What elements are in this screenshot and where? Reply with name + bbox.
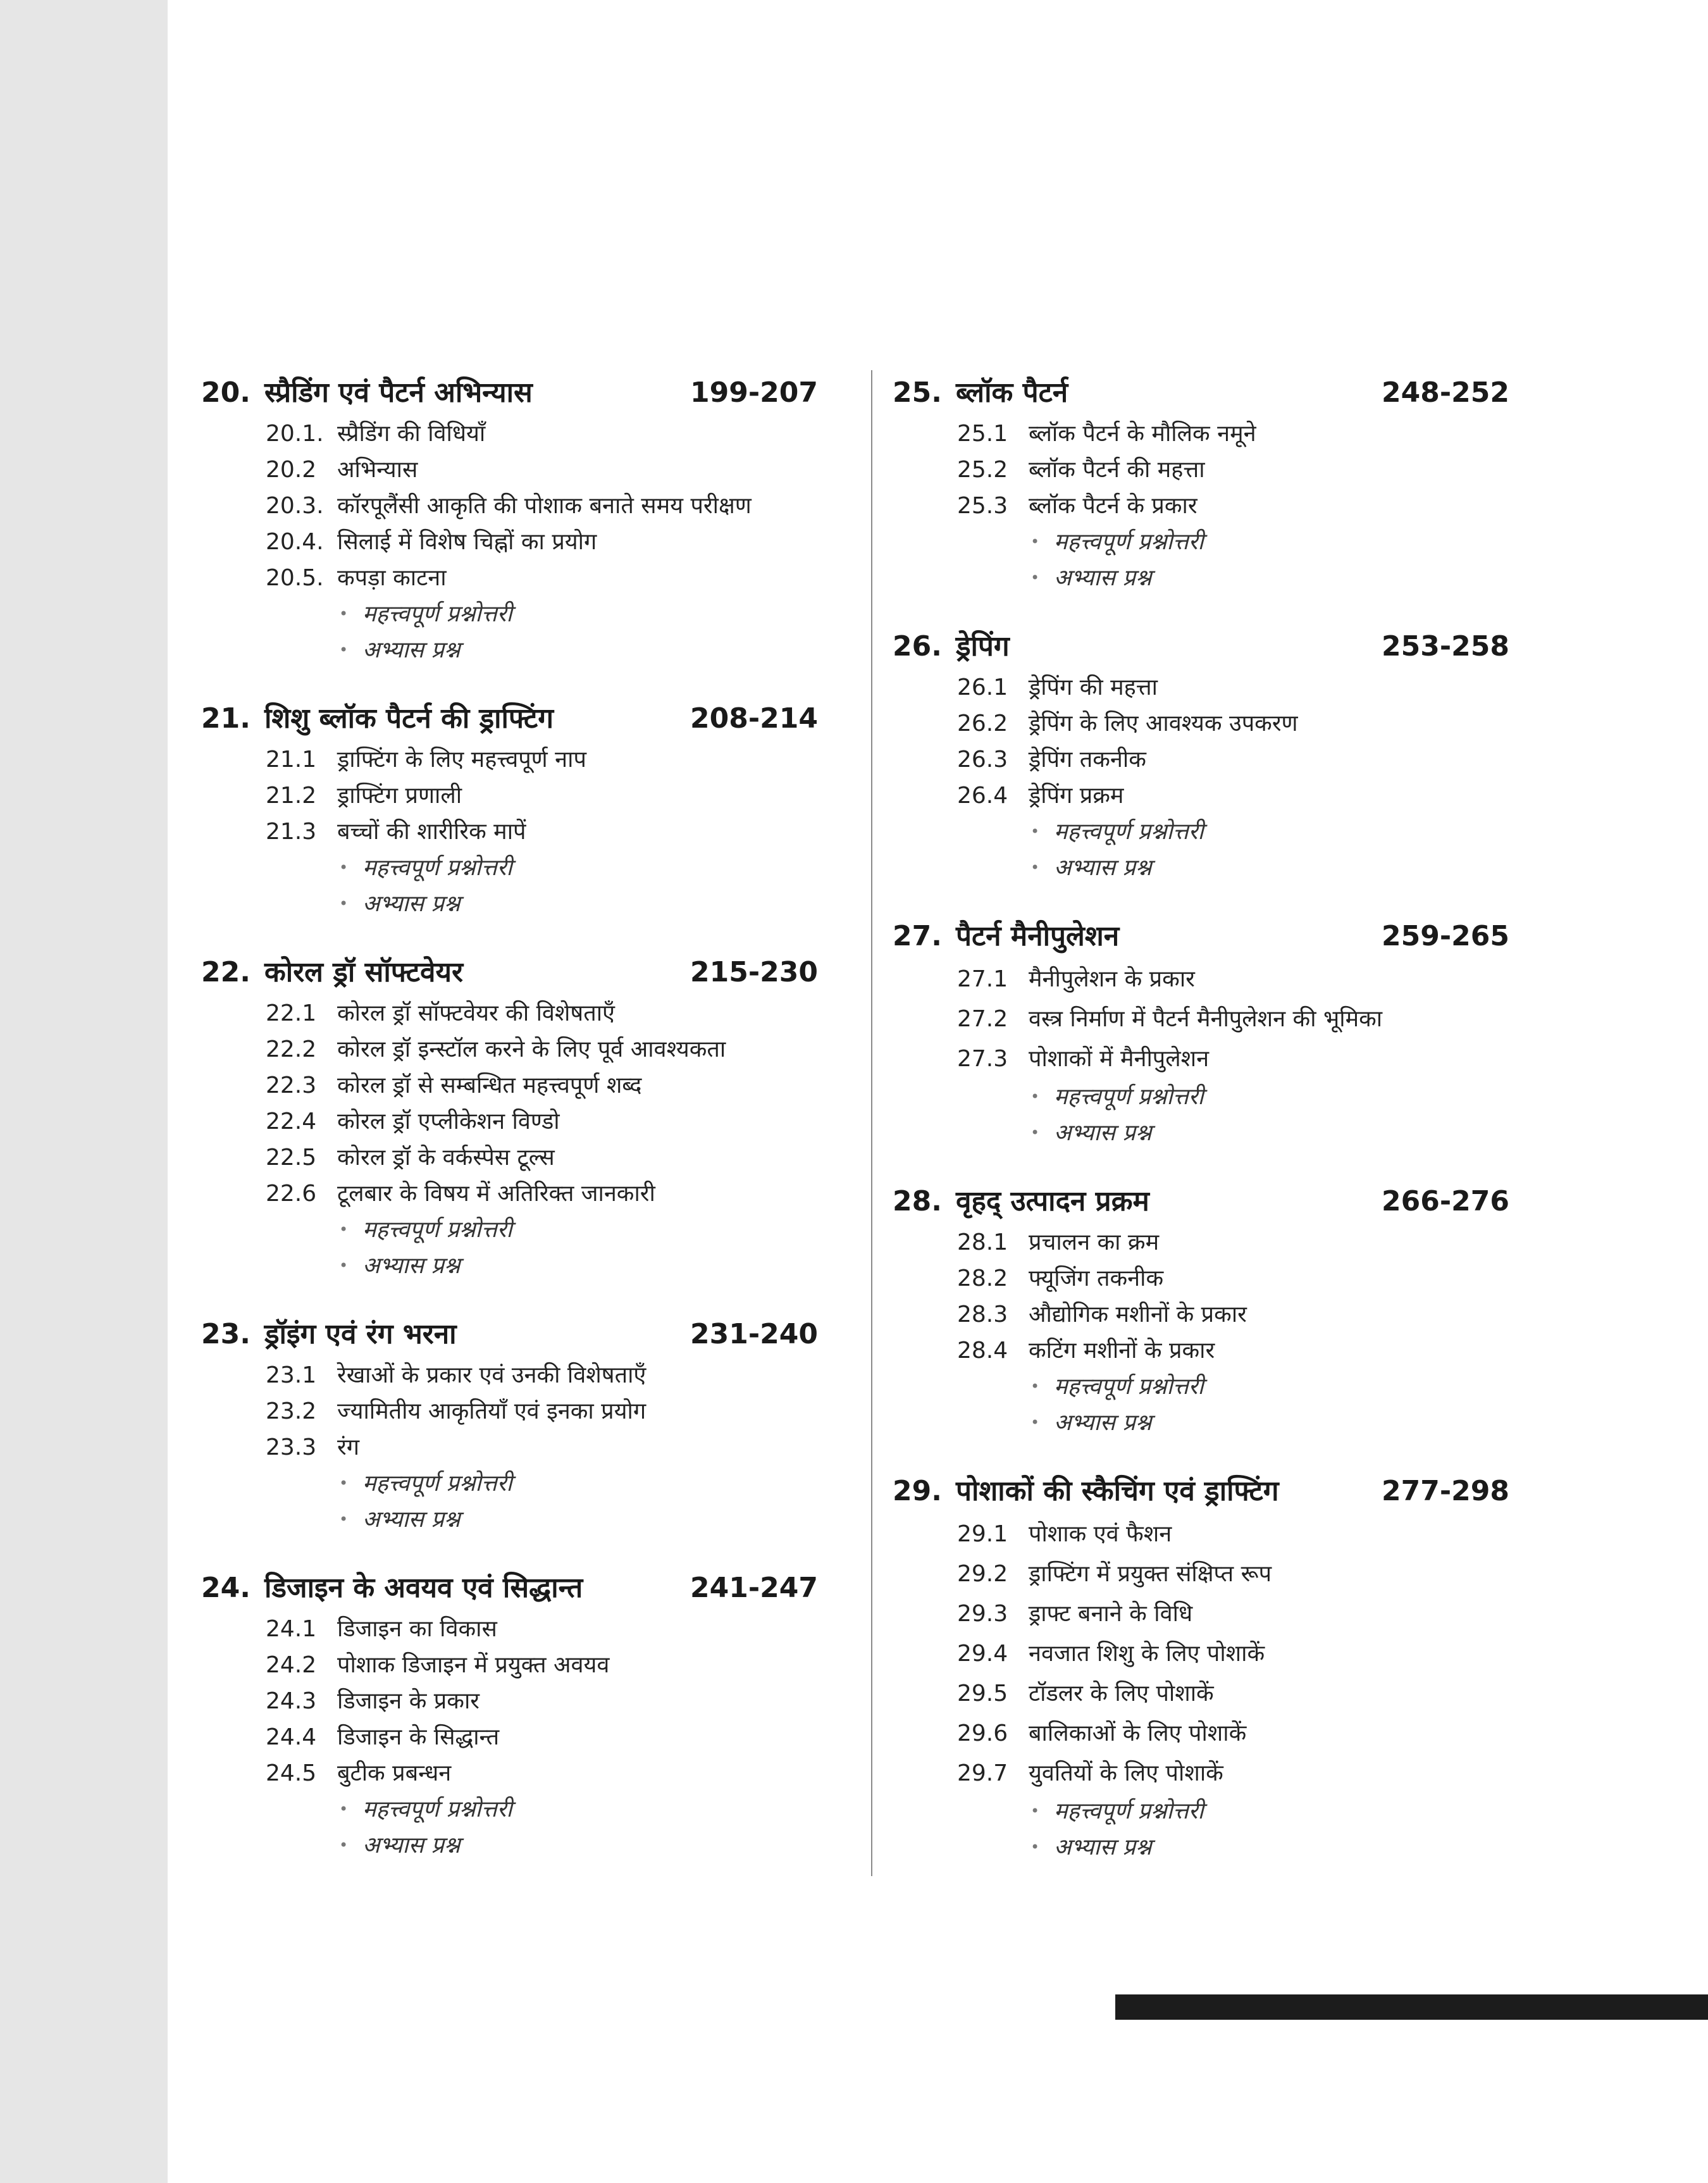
section-number: 23.1	[266, 1362, 317, 1388]
section-number: 24.3	[266, 1688, 317, 1714]
extra-label: अभ्यास प्रश्न	[1054, 1834, 1152, 1860]
section-title: कटिंग मशीनों के प्रकार	[1029, 1338, 1215, 1364]
bullet-icon: •	[1030, 1124, 1040, 1141]
chapter-title: पोशाकों की स्कैचिंग एवं ड्राफ्टिंग	[956, 1475, 1279, 1507]
section-list	[893, 1514, 1509, 1793]
extra-list	[201, 1791, 818, 1863]
section-number: 22.5	[266, 1145, 317, 1171]
section-number: 29.5	[957, 1681, 1008, 1707]
extra-label: अभ्यास प्रश्न	[1054, 1120, 1152, 1146]
important-qa-item[interactable]	[201, 850, 818, 886]
section-item[interactable]	[201, 742, 818, 778]
extra-list	[201, 596, 818, 668]
section-list	[201, 416, 818, 596]
bullet-icon: •	[1030, 859, 1040, 876]
practice-questions-item[interactable]	[201, 1502, 818, 1538]
section-title: रेखाओं के प्रकार एवं उनकी विशेषताएँ	[337, 1362, 647, 1388]
bullet-icon: •	[1030, 1378, 1040, 1395]
toc-chapter	[893, 914, 1509, 1151]
section-title: ज्यामितीय आकृतियाँ एवं इनका प्रयोग	[337, 1398, 647, 1424]
section-number: 24.2	[266, 1652, 317, 1678]
extra-label: अभ्यास प्रश्न	[1054, 1410, 1152, 1436]
section-title: बच्चों की शारीरिक मापें	[337, 819, 526, 845]
section-title: पोशाक एवं फैशन	[1029, 1521, 1172, 1547]
section-item[interactable]	[201, 1429, 818, 1465]
practice-questions-item[interactable]	[893, 1829, 1509, 1865]
bullet-icon: •	[339, 1800, 349, 1818]
important-qa-item[interactable]	[893, 1079, 1509, 1115]
section-list	[893, 1224, 1509, 1369]
extra-label: महत्त्वपूर्ण प्रश्नोत्तरी	[362, 855, 512, 881]
section-title: बुटीक प्रबन्धन	[337, 1760, 452, 1786]
important-qa-item[interactable]	[893, 814, 1509, 850]
section-item[interactable]	[201, 1176, 818, 1212]
section-number: 26.3	[957, 747, 1008, 773]
chapter-number: 25.	[893, 376, 942, 409]
important-qa-item[interactable]	[893, 1369, 1509, 1405]
bullet-icon: •	[339, 1221, 349, 1238]
section-title: कोरल ड्रॉ इन्स्टॉल करने के लिए पूर्व आवश्यकता	[337, 1036, 726, 1062]
section-item[interactable]	[201, 416, 818, 452]
section-title: कोरल ड्रॉ से सम्बन्धित महत्त्वपूर्ण शब्द	[337, 1073, 642, 1098]
section-item[interactable]	[201, 1031, 818, 1067]
section-item[interactable]	[201, 1393, 818, 1429]
section-title: ड्राफ्टिंग प्रणाली	[337, 783, 462, 809]
section-title: ड्रेपिंग के लिए आवश्यक उपकरण	[1029, 711, 1298, 737]
extra-label: अभ्यास प्रश्न	[362, 1507, 461, 1533]
section-number: 22.6	[266, 1181, 317, 1207]
section-title: कोरल ड्रॉ के वर्कस्पेस टूल्स	[337, 1145, 555, 1171]
section-item[interactable]	[893, 416, 1509, 452]
section-item[interactable]	[201, 560, 818, 596]
section-number: 26.1	[957, 675, 1008, 700]
practice-questions-item[interactable]	[893, 560, 1509, 596]
toc-chapter	[201, 370, 818, 668]
section-title: रंग	[337, 1434, 359, 1460]
bullet-icon: •	[1030, 1088, 1040, 1105]
section-title: कोरल ड्रॉ सॉफ्टवेयर की विशेषताएँ	[337, 1000, 615, 1026]
extra-label: अभ्यास प्रश्न	[362, 1253, 461, 1279]
extra-list	[201, 1465, 818, 1538]
section-number: 27.3	[957, 1046, 1008, 1072]
bullet-icon: •	[339, 641, 349, 659]
extra-label: महत्त्वपूर्ण प्रश्नोत्तरी	[1054, 1798, 1204, 1824]
section-number: 26.2	[957, 711, 1008, 737]
section-title: औद्योगिक मशीनों के प्रकार	[1029, 1302, 1247, 1328]
section-item[interactable]	[201, 1683, 818, 1719]
chapter-number: 29.	[893, 1475, 942, 1507]
bullet-icon: •	[339, 1836, 349, 1854]
important-qa-item[interactable]	[893, 1793, 1509, 1829]
chapter-title: ड्रेपिंग	[956, 630, 1010, 662]
section-item[interactable]	[893, 959, 1509, 999]
extra-list	[893, 1793, 1509, 1865]
section-title: डिजाइन के प्रकार	[337, 1688, 480, 1714]
section-number: 29.7	[957, 1760, 1008, 1786]
section-title: प्रचालन का क्रम	[1029, 1229, 1160, 1255]
section-number: 29.2	[957, 1561, 1008, 1587]
chapter-page-range: 215-230	[690, 956, 818, 988]
section-item[interactable]	[893, 999, 1509, 1039]
chapter-heading[interactable]	[893, 914, 1509, 959]
practice-questions-item[interactable]	[893, 1115, 1509, 1151]
section-title: ब्लॉक पैटर्न की महत्ता	[1029, 457, 1205, 483]
section-number: 26.4	[957, 783, 1008, 809]
section-title: ड्रेपिंग प्रक्रम	[1029, 783, 1124, 809]
chapter-heading[interactable]	[201, 950, 818, 995]
extra-label: महत्त्वपूर्ण प्रश्नोत्तरी	[1054, 1374, 1204, 1400]
important-qa-item[interactable]	[201, 1465, 818, 1502]
chapter-number: 27.	[893, 920, 942, 952]
section-title: टूलबार के विषय में अतिरिक्त जानकारी	[337, 1181, 655, 1207]
section-list	[201, 995, 818, 1212]
section-title: टॉडलर के लिए पोशाकें	[1029, 1681, 1214, 1707]
bullet-icon: •	[339, 895, 349, 912]
section-number: 25.1	[957, 421, 1008, 447]
chapter-page-range: 259-265	[1382, 920, 1509, 952]
section-number: 22.1	[266, 1000, 317, 1026]
practice-questions-item[interactable]	[893, 1405, 1509, 1441]
chapter-page-range: 253-258	[1382, 630, 1509, 662]
extra-label: महत्त्वपूर्ण प्रश्नोत्तरी	[1054, 1084, 1204, 1110]
bullet-icon: •	[1030, 823, 1040, 840]
bullet-icon: •	[339, 1257, 349, 1274]
bullet-icon: •	[339, 859, 349, 876]
section-number: 24.1	[266, 1616, 317, 1642]
section-number: 20.5.	[266, 565, 324, 591]
section-item[interactable]	[893, 1554, 1509, 1594]
toc-chapter	[893, 1469, 1509, 1865]
section-item[interactable]	[201, 1611, 818, 1647]
section-title: फ्यूजिंग तकनीक	[1029, 1266, 1164, 1291]
section-number: 23.3	[266, 1434, 317, 1460]
section-list	[201, 1611, 818, 1791]
section-title: ड्राफ्टिंग में प्रयुक्त संक्षिप्त रूप	[1029, 1561, 1272, 1587]
section-title: बालिकाओं के लिए पोशाकें	[1029, 1720, 1247, 1746]
toc-left-column	[201, 370, 818, 1891]
section-title: स्प्रैडिंग की विधियाँ	[337, 421, 486, 447]
section-title: ड्राफ्टिंग के लिए महत्त्वपूर्ण नाप	[337, 747, 586, 773]
column-divider	[871, 370, 872, 1876]
chapter-page-range: 277-298	[1382, 1475, 1509, 1507]
left-margin-band	[0, 0, 168, 2183]
section-item[interactable]	[201, 524, 818, 560]
chapter-number: 24.	[201, 1572, 251, 1604]
chapter-number: 20.	[201, 376, 251, 409]
chapter-page-range: 248-252	[1382, 376, 1509, 409]
section-item[interactable]	[893, 1753, 1509, 1793]
extra-list	[893, 1369, 1509, 1441]
section-number: 29.1	[957, 1521, 1008, 1547]
section-item[interactable]	[201, 995, 818, 1031]
chapter-title: ब्लॉक पैटर्न	[956, 376, 1068, 409]
section-number: 25.2	[957, 457, 1008, 483]
toc-chapter	[201, 1312, 818, 1538]
section-number: 29.4	[957, 1641, 1008, 1667]
section-list	[893, 959, 1509, 1079]
bullet-icon: •	[1030, 1414, 1040, 1431]
section-title: डिजाइन के सिद्धान्त	[337, 1724, 500, 1750]
toc-chapter	[201, 950, 818, 1284]
toc-chapter	[201, 1565, 818, 1863]
extra-list	[201, 850, 818, 922]
section-item[interactable]	[201, 1104, 818, 1140]
section-title: कपड़ा काटना	[337, 565, 447, 591]
section-item[interactable]	[893, 1260, 1509, 1297]
chapter-page-range: 199-207	[690, 376, 818, 409]
section-item[interactable]	[893, 1224, 1509, 1260]
section-title: ड्रेपिंग की महत्ता	[1029, 675, 1158, 700]
section-item[interactable]	[201, 778, 818, 814]
section-title: नवजात शिशु के लिए पोशाकें	[1029, 1641, 1265, 1667]
chapter-page-range: 266-276	[1382, 1185, 1509, 1217]
section-item[interactable]	[201, 1140, 818, 1176]
section-title: डिजाइन का विकास	[337, 1616, 497, 1642]
chapter-title: कोरल ड्रॉ सॉफ्टवेयर	[264, 956, 463, 988]
bullet-icon: •	[1030, 1802, 1040, 1820]
section-title: कोरल ड्रॉ एप्लीकेशन विण्डो	[337, 1109, 560, 1135]
section-number: 24.4	[266, 1724, 317, 1750]
extra-label: महत्त्वपूर्ण प्रश्नोत्तरी	[362, 1796, 512, 1822]
chapter-page-range: 241-247	[690, 1572, 818, 1604]
chapter-title: डिजाइन के अवयव एवं सिद्धान्त	[264, 1572, 583, 1604]
section-item[interactable]	[893, 1039, 1509, 1079]
important-qa-item[interactable]	[201, 1791, 818, 1827]
extra-label: महत्त्वपूर्ण प्रश्नोत्तरी	[362, 1217, 512, 1243]
chapter-title: पैटर्न मैनीपुलेशन	[956, 920, 1120, 952]
section-item[interactable]	[893, 1297, 1509, 1333]
section-number: 28.2	[957, 1266, 1008, 1291]
section-item[interactable]	[201, 1067, 818, 1104]
section-item[interactable]	[201, 814, 818, 850]
extra-list	[201, 1212, 818, 1284]
section-title: ड्राफ्ट बनाने के विधि	[1029, 1601, 1193, 1627]
section-number: 29.6	[957, 1720, 1008, 1746]
extra-label: महत्त्वपूर्ण प्रश्नोत्तरी	[362, 1471, 512, 1496]
chapter-page-range: 231-240	[690, 1318, 818, 1350]
section-list	[893, 416, 1509, 524]
important-qa-item[interactable]	[201, 596, 818, 632]
chapter-heading[interactable]	[201, 1565, 818, 1611]
practice-questions-item[interactable]	[201, 886, 818, 922]
chapter-heading[interactable]	[893, 370, 1509, 416]
chapter-number: 22.	[201, 956, 251, 988]
section-item[interactable]	[893, 1634, 1509, 1674]
toc-chapter	[893, 370, 1509, 596]
section-item[interactable]	[893, 742, 1509, 778]
extra-label: अभ्यास प्रश्न	[1054, 855, 1152, 881]
extra-label: महत्त्वपूर्ण प्रश्नोत्तरी	[362, 601, 512, 627]
extra-label: अभ्यास प्रश्न	[362, 1832, 461, 1858]
chapter-title: ड्रॉइंग एवं रंग भरना	[264, 1318, 457, 1350]
chapter-title: शिशु ब्लॉक पैटर्न की ड्राफ्टिंग	[264, 702, 554, 735]
section-item[interactable]	[201, 488, 818, 524]
section-list	[893, 669, 1509, 814]
section-item[interactable]	[893, 1594, 1509, 1634]
section-list	[201, 1357, 818, 1465]
section-item[interactable]	[893, 1713, 1509, 1753]
section-list	[201, 742, 818, 850]
extra-label: महत्त्वपूर्ण प्रश्नोत्तरी	[1054, 819, 1204, 845]
section-title: ब्लॉक पैटर्न के प्रकार	[1029, 493, 1197, 519]
section-number: 27.1	[957, 966, 1008, 992]
important-qa-item[interactable]	[201, 1212, 818, 1248]
important-qa-item[interactable]	[893, 524, 1509, 560]
extra-list	[893, 524, 1509, 596]
bullet-icon: •	[339, 605, 349, 623]
bullet-icon: •	[1030, 569, 1040, 587]
extra-label: अभ्यास प्रश्न	[362, 891, 461, 917]
section-number: 22.3	[266, 1073, 317, 1098]
section-item[interactable]	[893, 1674, 1509, 1713]
section-number: 22.2	[266, 1036, 317, 1062]
practice-questions-item[interactable]	[201, 1827, 818, 1863]
chapter-number: 26.	[893, 630, 942, 662]
footer-bar	[1115, 1994, 1708, 2020]
section-number: 20.1.	[266, 421, 324, 447]
chapter-number: 28.	[893, 1185, 942, 1217]
extra-label: अभ्यास प्रश्न	[362, 637, 461, 663]
section-number: 21.1	[266, 747, 317, 773]
chapter-number: 23.	[201, 1318, 251, 1350]
section-number: 28.3	[957, 1302, 1008, 1328]
section-title: अभिन्यास	[337, 457, 418, 483]
practice-questions-item[interactable]	[893, 850, 1509, 886]
bullet-icon: •	[339, 1474, 349, 1492]
extra-label: अभ्यास प्रश्न	[1054, 565, 1152, 591]
practice-questions-item[interactable]	[201, 632, 818, 668]
toc-right-column	[893, 370, 1509, 1893]
chapter-heading[interactable]	[201, 696, 818, 742]
section-number: 27.2	[957, 1006, 1008, 1032]
bullet-icon: •	[1030, 1838, 1040, 1856]
chapter-heading[interactable]	[893, 624, 1509, 669]
section-title: ड्रेपिंग तकनीक	[1029, 747, 1146, 773]
section-number: 20.4.	[266, 529, 324, 555]
chapter-title: स्प्रैडिंग एवं पैटर्न अभिन्यास	[264, 376, 533, 409]
section-number: 24.5	[266, 1760, 317, 1786]
chapter-heading[interactable]	[201, 370, 818, 416]
section-item[interactable]	[201, 452, 818, 488]
section-number: 23.2	[266, 1398, 317, 1424]
section-item[interactable]	[893, 452, 1509, 488]
section-item[interactable]	[201, 1755, 818, 1791]
chapter-number: 21.	[201, 702, 251, 735]
section-number: 29.3	[957, 1601, 1008, 1627]
section-title: पोशाक डिजाइन में प्रयुक्त अवयव	[337, 1652, 610, 1678]
section-item[interactable]	[201, 1647, 818, 1683]
chapter-title: वृहद् उत्पादन प्रक्रम	[956, 1185, 1149, 1217]
section-item[interactable]	[893, 706, 1509, 742]
section-item[interactable]	[893, 1333, 1509, 1369]
section-title: ब्लॉक पैटर्न के मौलिक नमूने	[1029, 421, 1256, 447]
chapter-heading[interactable]	[893, 1469, 1509, 1514]
chapter-heading[interactable]	[201, 1312, 818, 1357]
section-title: युवतियों के लिए पोशाकें	[1029, 1760, 1223, 1786]
section-number: 22.4	[266, 1109, 317, 1135]
section-item[interactable]	[201, 1357, 818, 1393]
bullet-icon: •	[1030, 533, 1040, 550]
chapter-page-range: 208-214	[690, 702, 818, 735]
section-title: पोशाकों में मैनीपुलेशन	[1029, 1046, 1210, 1072]
toc-chapter	[201, 696, 818, 922]
section-title: मैनीपुलेशन के प्रकार	[1029, 966, 1195, 992]
extra-list	[893, 1079, 1509, 1151]
section-number: 21.3	[266, 819, 317, 845]
section-item[interactable]	[893, 669, 1509, 706]
bullet-icon: •	[339, 1510, 349, 1528]
extra-label: महत्त्वपूर्ण प्रश्नोत्तरी	[1054, 529, 1204, 555]
extra-list	[893, 814, 1509, 886]
section-number: 20.2	[266, 457, 317, 483]
section-number: 28.1	[957, 1229, 1008, 1255]
section-title: वस्त्र निर्माण में पैटर्न मैनीपुलेशन की भूमिका	[1029, 1006, 1383, 1032]
section-number: 25.3	[957, 493, 1008, 519]
toc-chapter	[893, 1179, 1509, 1441]
section-item[interactable]	[893, 1514, 1509, 1554]
section-title: सिलाई में विशेष चिह्नों का प्रयोग	[337, 529, 597, 555]
section-title: कॉरपूलैंसी आकृति की पोशाक बनाते समय परीक्षण	[337, 493, 752, 519]
section-number: 28.4	[957, 1338, 1008, 1364]
practice-questions-item[interactable]	[201, 1248, 818, 1284]
section-item[interactable]	[201, 1719, 818, 1755]
section-number: 21.2	[266, 783, 317, 809]
section-number: 20.3.	[266, 493, 324, 519]
toc-chapter	[893, 624, 1509, 886]
section-item[interactable]	[893, 488, 1509, 524]
section-item[interactable]	[893, 778, 1509, 814]
chapter-heading[interactable]	[893, 1179, 1509, 1224]
